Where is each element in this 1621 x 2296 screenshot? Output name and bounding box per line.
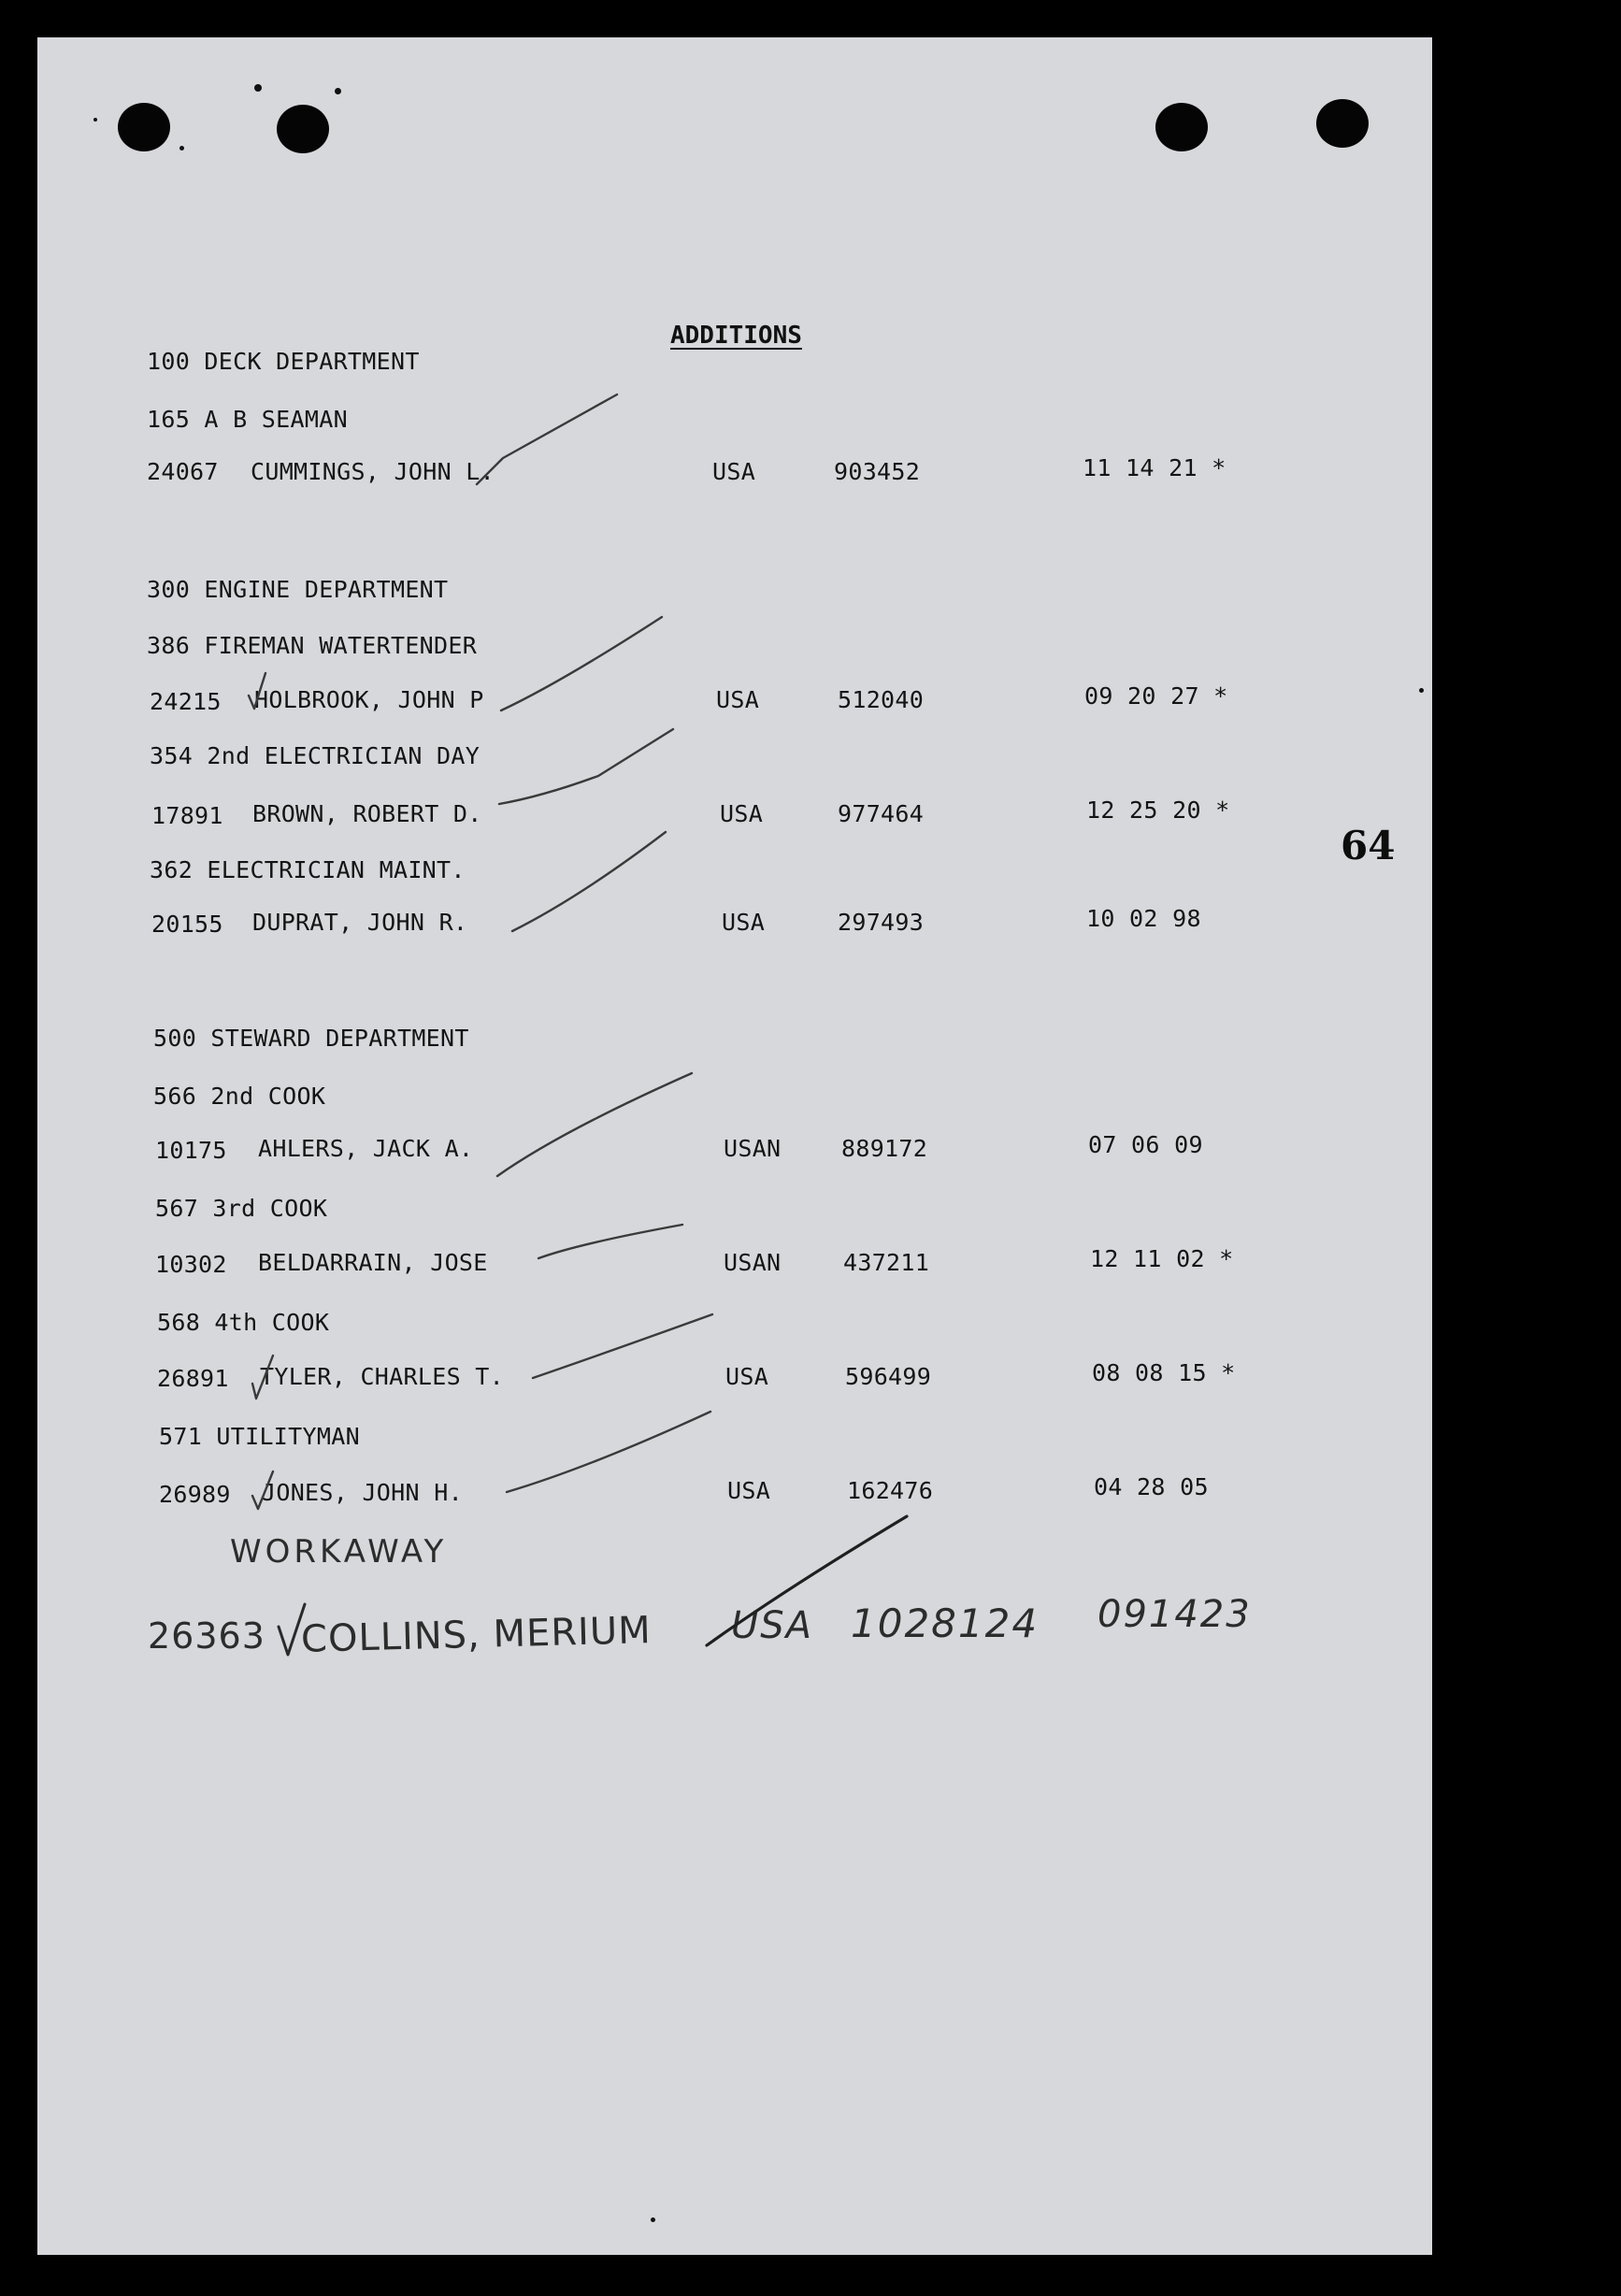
rating-label: 165 A B SEAMAN [147, 406, 348, 433]
crew-nationality: USA [725, 1363, 769, 1390]
handwritten-date: 091423 [1097, 1593, 1252, 1636]
crew-number: 26989 [159, 1481, 231, 1508]
check-mark-icon [501, 617, 662, 710]
crew-name: CUMMINGS, JOHN L. [251, 458, 495, 485]
handwritten-number: 26363 [148, 1615, 265, 1657]
crew-document-number: 512040 [838, 686, 925, 713]
check-mark-icon [499, 729, 673, 804]
crew-nationality: USA [716, 686, 760, 713]
crew-number: 17891 [151, 802, 223, 829]
check-mark-icon [507, 1412, 710, 1492]
crew-name: DUPRAT, JOHN R. [252, 909, 468, 936]
section-heading: 100 DECK DEPARTMENT [147, 348, 420, 375]
crew-date: 12 11 02 * [1090, 1245, 1234, 1272]
crew-name: BROWN, ROBERT D. [252, 800, 482, 827]
rating-label: 567 3rd COOK [155, 1195, 328, 1222]
check-mark-icon [279, 1604, 305, 1655]
check-mark-icon [497, 1073, 692, 1176]
handwritten-nationality: USA [731, 1604, 814, 1647]
rating-label: 568 4th COOK [157, 1309, 330, 1336]
crew-name: TYLER, CHARLES T. [260, 1363, 504, 1390]
check-mark-icon [249, 673, 265, 709]
crew-name: HOLBROOK, JOHN P [254, 686, 484, 713]
check-mark-icon [538, 1225, 682, 1258]
handwritten-label: WORKAWAY [230, 1533, 448, 1571]
handwritten-document-number: 1028124 [851, 1600, 1040, 1646]
crew-nationality: USAN [724, 1135, 782, 1162]
check-mark-icon [533, 1314, 712, 1378]
crew-document-number: 162476 [847, 1477, 934, 1504]
crew-name: JONES, JOHN H. [262, 1479, 463, 1506]
section-heading: 300 ENGINE DEPARTMENT [147, 576, 449, 603]
check-mark-icon [252, 1356, 273, 1399]
handwritten-name: COLLINS, MERIUM [300, 1609, 653, 1661]
crew-date: 10 02 98 [1086, 905, 1201, 932]
crew-document-number: 903452 [834, 458, 921, 485]
crew-nationality: USA [722, 909, 766, 936]
crew-number: 26891 [157, 1365, 229, 1392]
crew-document-number: 596499 [845, 1363, 932, 1390]
crew-number: 20155 [151, 911, 223, 938]
check-mark-icon [477, 395, 617, 484]
crew-nationality: USA [712, 458, 756, 485]
rating-label: 386 FIREMAN WATERTENDER [147, 632, 478, 659]
document-title: ADDITIONS [670, 322, 802, 350]
crew-nationality: USA [720, 800, 764, 827]
crew-name: BELDARRAIN, JOSE [258, 1249, 488, 1276]
document-page [37, 37, 1432, 2255]
crew-document-number: 977464 [838, 800, 925, 827]
crew-document-number: 297493 [838, 909, 925, 936]
crew-number: 10302 [155, 1251, 227, 1278]
crew-date: 09 20 27 * [1084, 682, 1228, 710]
crew-number: 24215 [150, 688, 222, 715]
crew-nationality: USAN [724, 1249, 782, 1276]
crew-date: 07 06 09 [1088, 1131, 1203, 1158]
check-mark-icon [512, 832, 666, 931]
crew-document-number: 437211 [843, 1249, 930, 1276]
crew-number: 24067 [147, 458, 219, 485]
check-mark-icon [707, 1516, 907, 1645]
rating-label: 566 2nd COOK [153, 1083, 326, 1110]
crew-date: 11 14 21 * [1083, 454, 1227, 481]
check-mark-icon [252, 1471, 273, 1509]
crew-document-number: 889172 [841, 1135, 928, 1162]
crew-date: 08 08 15 * [1092, 1359, 1236, 1386]
crew-date: 04 28 05 [1094, 1473, 1209, 1500]
rating-label: 362 ELECTRICIAN MAINT. [150, 856, 466, 883]
rating-label: 354 2nd ELECTRICIAN DAY [150, 742, 481, 769]
crew-date: 12 25 20 * [1086, 796, 1230, 824]
crew-nationality: USA [727, 1477, 771, 1504]
crew-number: 10175 [155, 1137, 227, 1164]
pencil-check-marks [37, 37, 1432, 2255]
crew-name: AHLERS, JACK A. [258, 1135, 474, 1162]
page-number: 64 [1341, 823, 1396, 868]
rating-label: 571 UTILITYMAN [159, 1423, 360, 1450]
section-heading: 500 STEWARD DEPARTMENT [153, 1025, 469, 1052]
